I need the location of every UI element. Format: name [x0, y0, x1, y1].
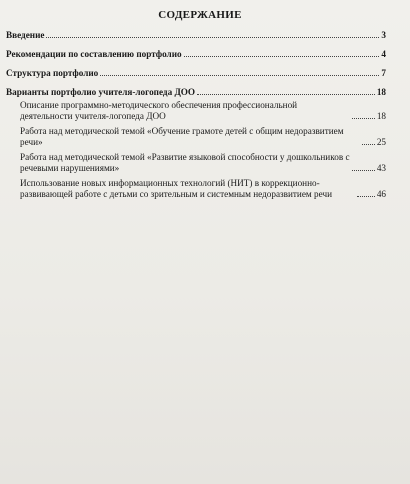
- toc-entry-text: Рекомендации по составлению портфолио: [6, 49, 182, 59]
- toc-page-number: 18: [376, 111, 386, 121]
- toc-page-number: 4: [381, 49, 386, 59]
- table-of-contents: [6, 30, 386, 200]
- toc-page-number: 43: [376, 163, 386, 173]
- toc-entry-text: Работа над методической темой «Развитие языковой способности у дошкольников с речевыми нарушениями»: [20, 152, 350, 173]
- toc-entry-text: Введение: [6, 30, 45, 40]
- toc-entry-text: Описание программно-методического обеспечения профессиональной деятельности учителя-логопеда ДОО: [20, 100, 298, 121]
- toc-entry-text: Варианты портфолио учителя-логопеда ДОО: [6, 87, 196, 97]
- dot-leader: [352, 118, 375, 119]
- toc-entry-structure: [6, 68, 386, 79]
- toc-page-number: 46: [376, 189, 386, 199]
- page-title: СОДЕРЖАНИЕ: [158, 9, 242, 21]
- toc-subentry-technology: [6, 178, 386, 200]
- toc-page-number: 3: [381, 30, 386, 40]
- toc-subentry-software: [6, 100, 386, 122]
- dot-leader: [197, 94, 375, 95]
- toc-entry-text: Использование новых информационных технологий (НИТ) в коррекционно-развивающей работе с детьми со зрительным и системным недоразвитием речи: [20, 178, 333, 199]
- toc-page-number: 25: [376, 137, 386, 147]
- toc-entry-variants: [6, 87, 386, 98]
- toc-entry-introduction: [6, 30, 386, 41]
- toc-page-number: 18: [376, 87, 386, 97]
- toc-subentry-language: [6, 152, 386, 174]
- dot-leader: [184, 56, 380, 57]
- dot-leader: [46, 37, 379, 38]
- toc-entry-text: Работа над методической темой «Обучение грамоте детей с общим недоразвитием речи»: [20, 126, 344, 147]
- toc-entry-recommendations: [6, 49, 386, 60]
- dot-leader: [362, 144, 375, 145]
- dot-leader: [100, 75, 379, 76]
- toc-page-number: 7: [381, 68, 386, 78]
- dot-leader: [357, 196, 375, 197]
- dot-leader: [352, 170, 375, 171]
- toc-entry-text: Структура портфолио: [6, 68, 99, 78]
- toc-subentry-literacy: [6, 126, 386, 148]
